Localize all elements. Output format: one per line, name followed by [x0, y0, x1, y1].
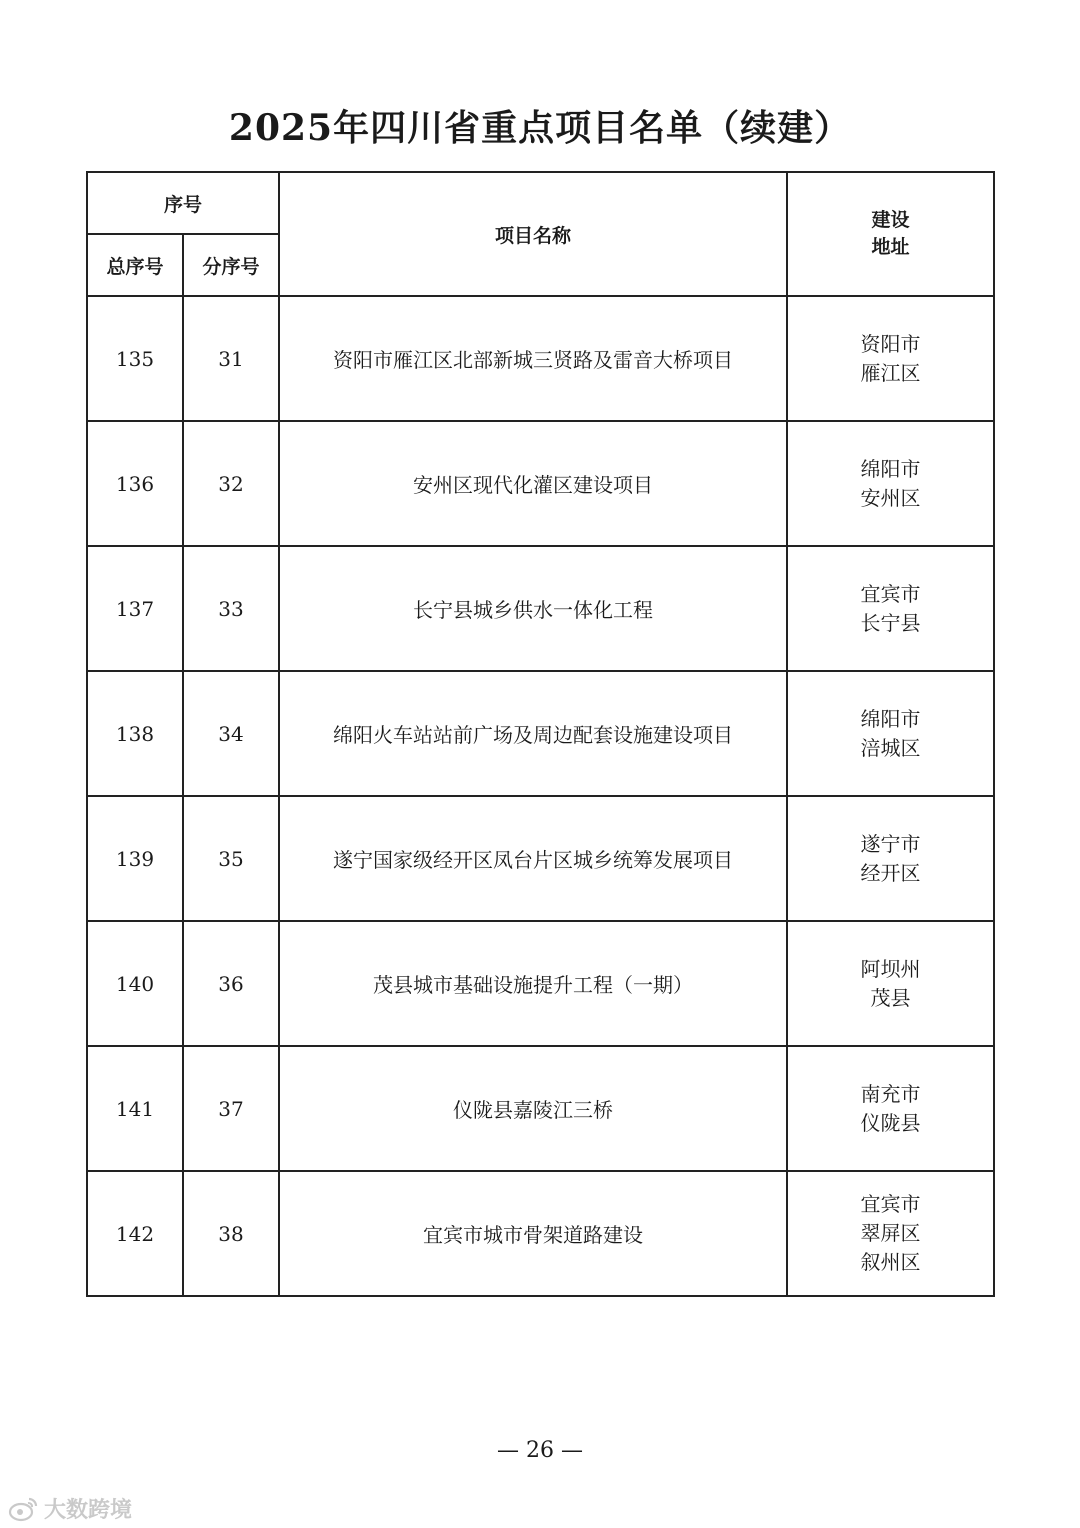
sub-seq-cell: 35: [183, 796, 279, 921]
project-name-cell: 遂宁国家级经开区凤台片区城乡统筹发展项目: [279, 796, 787, 921]
page-number: — 26 —: [497, 1438, 583, 1463]
total-seq-cell: 139: [87, 796, 183, 921]
project-table: [86, 171, 995, 1297]
total-seq-cell: 142: [87, 1171, 183, 1296]
project-name-cell: 资阳市雁江区北部新城三贤路及雷音大桥项目: [279, 296, 787, 421]
header-address: [787, 172, 994, 296]
address-line: 涪城区: [860, 735, 921, 760]
table-row: [87, 796, 994, 921]
address-line: 仪陇县: [860, 1110, 921, 1135]
table-row: [87, 671, 994, 796]
address-cell: [787, 796, 994, 921]
sub-seq-cell: 36: [183, 921, 279, 1046]
address-line: 宜宾市: [860, 1192, 921, 1216]
address-line: 安州区: [860, 485, 921, 510]
address-line: 绵阳市: [860, 456, 921, 481]
sub-seq-cell: 37: [183, 1046, 279, 1171]
sub-seq-cell: 31: [183, 296, 279, 421]
project-name-cell: 茂县城市基础设施提升工程（一期）: [279, 921, 787, 1046]
address-cell: [787, 1171, 994, 1296]
project-name-cell: 长宁县城乡供水一体化工程: [279, 546, 787, 671]
total-seq-cell: 135: [87, 296, 183, 421]
address-line: 遂宁市: [860, 831, 921, 856]
page-title: 2025年四川省重点项目名单（续建）: [228, 107, 852, 149]
project-name-cell: 安州区现代化灌区建设项目: [279, 421, 787, 546]
total-seq-cell: 136: [87, 421, 183, 546]
project-name-cell: 仪陇县嘉陵江三桥: [279, 1046, 787, 1171]
address-line: 叙州区: [860, 1250, 921, 1274]
address-line: 经开区: [860, 860, 921, 885]
sub-seq-cell: 34: [183, 671, 279, 796]
watermark-text: 大数跨境: [44, 1498, 133, 1523]
table-row: [87, 296, 994, 421]
total-seq-cell: 141: [87, 1046, 183, 1171]
address-line: 茂县: [870, 985, 911, 1010]
header-address-line: 地址: [871, 236, 910, 258]
sub-seq-cell: 33: [183, 546, 279, 671]
address-line: 翠屏区: [860, 1221, 921, 1245]
address-cell: [787, 1046, 994, 1171]
address-line: 资阳市: [860, 331, 921, 356]
table-row: [87, 421, 994, 546]
weibo-logo-icon: [8, 1496, 38, 1522]
header-project-name: 项目名称: [279, 172, 787, 296]
address-line: 绵阳市: [860, 706, 921, 731]
table-row: [87, 546, 994, 671]
header-seq-group: 序号: [87, 172, 279, 234]
header-address-line: 建设: [871, 209, 910, 231]
address-line: 阿坝州: [860, 956, 921, 981]
table-row: [87, 1046, 994, 1171]
watermark: [8, 1493, 132, 1524]
project-name-cell: 绵阳火车站站前广场及周边配套设施建设项目: [279, 671, 787, 796]
address-cell: [787, 921, 994, 1046]
address-cell: [787, 546, 994, 671]
address-cell: [787, 296, 994, 421]
header-total-seq: 总序号: [87, 234, 183, 296]
total-seq-cell: 137: [87, 546, 183, 671]
project-name-cell: 宜宾市城市骨架道路建设: [279, 1171, 787, 1296]
address-line: 南充市: [860, 1081, 921, 1106]
total-seq-cell: 138: [87, 671, 183, 796]
sub-seq-cell: 38: [183, 1171, 279, 1296]
table-row: [87, 1171, 994, 1296]
address-cell: [787, 421, 994, 546]
sub-seq-cell: 32: [183, 421, 279, 546]
address-line: 雁江区: [860, 360, 921, 385]
table-row: [87, 921, 994, 1046]
address-cell: [787, 671, 994, 796]
address-line: 长宁县: [860, 610, 921, 635]
header-sub-seq: 分序号: [183, 234, 279, 296]
total-seq-cell: 140: [87, 921, 183, 1046]
address-line: 宜宾市: [860, 581, 921, 606]
